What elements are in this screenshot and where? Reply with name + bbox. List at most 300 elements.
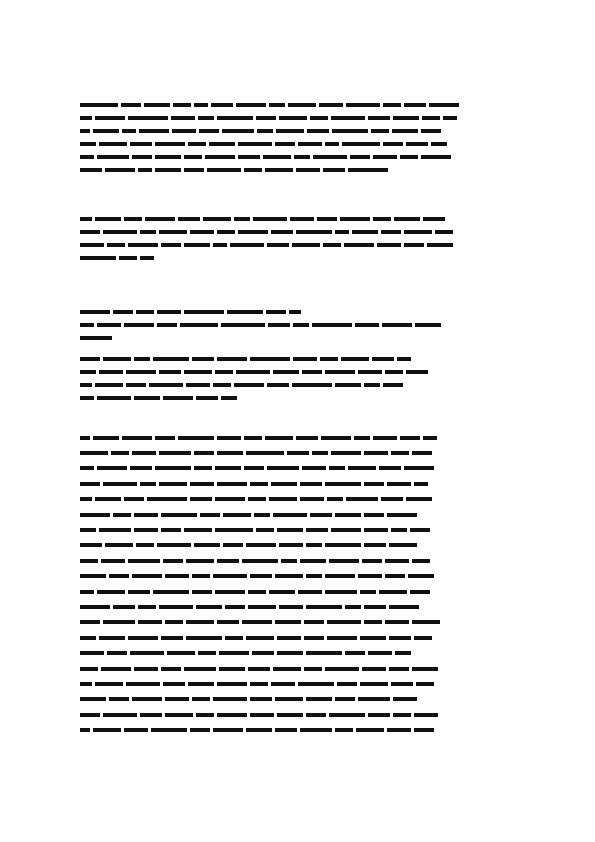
text-line	[80, 137, 514, 150]
illegible-word	[80, 256, 116, 260]
illegible-word	[213, 383, 231, 387]
illegible-word	[281, 559, 297, 563]
illegible-word	[306, 574, 322, 578]
illegible-word	[325, 574, 355, 578]
illegible-word	[263, 155, 291, 159]
illegible-word	[161, 513, 197, 517]
illegible-word	[279, 116, 307, 120]
illegible-word	[215, 528, 253, 532]
illegible-word	[279, 605, 303, 609]
illegible-word	[80, 497, 92, 501]
illegible-word	[277, 636, 301, 640]
illegible-word	[155, 466, 191, 470]
illegible-word	[121, 103, 141, 107]
illegible-word	[345, 651, 365, 655]
illegible-word	[385, 620, 409, 624]
illegible-word	[383, 103, 401, 107]
illegible-word	[234, 383, 264, 387]
illegible-word	[163, 396, 193, 400]
illegible-word	[267, 466, 299, 470]
illegible-word	[80, 243, 104, 247]
illegible-word	[327, 620, 361, 624]
illegible-word	[227, 310, 263, 314]
illegible-word	[80, 336, 112, 340]
text-line	[80, 492, 514, 507]
illegible-word	[356, 728, 384, 732]
illegible-word	[80, 323, 94, 327]
illegible-word	[302, 466, 326, 470]
illegible-word	[410, 590, 430, 594]
illegible-word	[199, 129, 219, 133]
illegible-word	[253, 217, 287, 221]
text-line	[80, 461, 514, 476]
illegible-word	[300, 559, 326, 563]
illegible-word	[223, 543, 243, 547]
illegible-word	[306, 651, 342, 655]
illegible-word	[257, 129, 273, 133]
illegible-word	[184, 370, 212, 374]
illegible-word	[296, 230, 332, 234]
illegible-word	[95, 383, 123, 387]
text-line	[80, 722, 514, 737]
illegible-word	[132, 697, 162, 701]
illegible-word	[80, 605, 110, 609]
illegible-word	[186, 559, 214, 563]
illegible-word	[298, 590, 322, 594]
illegible-word	[194, 466, 212, 470]
illegible-word	[99, 528, 131, 532]
illegible-word	[294, 155, 310, 159]
illegible-word	[171, 116, 195, 120]
illegible-word	[412, 620, 440, 624]
illegible-word	[394, 217, 420, 221]
illegible-word	[234, 217, 250, 221]
text-line	[80, 305, 514, 318]
illegible-word	[99, 142, 127, 146]
illegible-word	[242, 559, 278, 563]
illegible-word	[230, 243, 264, 247]
illegible-word	[80, 466, 94, 470]
illegible-word	[341, 357, 369, 361]
illegible-word	[389, 605, 419, 609]
illegible-word	[213, 728, 243, 732]
illegible-word	[95, 217, 121, 221]
illegible-word	[165, 620, 183, 624]
illegible-word	[140, 230, 156, 234]
illegible-word	[377, 243, 401, 247]
illegible-word	[371, 129, 389, 133]
illegible-word	[382, 323, 412, 327]
illegible-word	[80, 543, 102, 547]
illegible-word	[293, 323, 309, 327]
illegible-word	[124, 728, 148, 732]
text-line	[80, 569, 514, 584]
illegible-word	[406, 142, 428, 146]
illegible-word	[244, 466, 264, 470]
illegible-word	[217, 451, 243, 455]
illegible-word	[180, 323, 218, 327]
illegible-word	[221, 396, 237, 400]
illegible-word	[109, 697, 129, 701]
illegible-word	[238, 142, 272, 146]
illegible-word	[313, 155, 347, 159]
text-line	[80, 365, 514, 378]
illegible-word	[364, 528, 388, 532]
illegible-word	[119, 256, 137, 260]
illegible-word	[219, 667, 245, 671]
illegible-word	[190, 728, 210, 732]
illegible-word	[383, 142, 403, 146]
illegible-word	[184, 667, 216, 671]
text-line	[80, 331, 514, 344]
illegible-word	[319, 103, 343, 107]
illegible-word	[153, 357, 189, 361]
illegible-word	[80, 116, 92, 120]
illegible-word	[429, 103, 459, 107]
illegible-word	[323, 168, 345, 172]
illegible-word	[80, 559, 98, 563]
illegible-word	[99, 636, 125, 640]
illegible-word	[80, 370, 96, 374]
illegible-word	[80, 396, 94, 400]
illegible-word	[331, 528, 361, 532]
illegible-word	[393, 713, 411, 717]
illegible-word	[213, 697, 247, 701]
illegible-word	[97, 590, 125, 594]
illegible-word	[335, 230, 349, 234]
illegible-word	[271, 682, 295, 686]
illegible-word	[221, 323, 265, 327]
illegible-word	[80, 513, 110, 517]
illegible-word	[217, 230, 235, 234]
illegible-word	[345, 605, 361, 609]
illegible-word	[304, 636, 324, 640]
text-line	[80, 238, 514, 251]
illegible-word	[80, 651, 104, 655]
illegible-word	[128, 636, 158, 640]
text-line	[80, 645, 514, 660]
illegible-word	[271, 482, 297, 486]
illegible-word	[300, 482, 322, 486]
illegible-word	[113, 310, 133, 314]
illegible-word	[80, 142, 96, 146]
text-line	[80, 692, 514, 707]
illegible-word	[296, 436, 318, 440]
illegible-word	[393, 697, 417, 701]
illegible-word	[290, 217, 314, 221]
illegible-word	[138, 620, 162, 624]
illegible-word	[327, 636, 357, 640]
illegible-word	[423, 436, 437, 440]
illegible-word	[415, 323, 441, 327]
illegible-word	[335, 697, 355, 701]
illegible-word	[346, 103, 380, 107]
illegible-word	[248, 497, 266, 501]
illegible-word	[358, 697, 390, 701]
illegible-word	[198, 116, 214, 120]
illegible-word	[151, 728, 187, 732]
illegible-word	[196, 396, 218, 400]
illegible-word	[246, 636, 274, 640]
illegible-word	[242, 620, 272, 624]
illegible-word	[225, 605, 245, 609]
illegible-word	[320, 357, 338, 361]
illegible-word	[217, 482, 247, 486]
illegible-word	[400, 436, 420, 440]
illegible-word	[124, 217, 142, 221]
illegible-word	[165, 713, 193, 717]
illegible-word	[310, 513, 332, 517]
illegible-word	[387, 482, 411, 486]
illegible-word	[192, 574, 210, 578]
illegible-word	[276, 129, 304, 133]
illegible-word	[393, 116, 419, 120]
illegible-word	[271, 230, 293, 234]
illegible-word	[246, 451, 284, 455]
illegible-word	[414, 482, 428, 486]
paragraph-2	[80, 212, 514, 264]
illegible-word	[194, 451, 214, 455]
illegible-word	[222, 129, 254, 133]
illegible-word	[238, 230, 268, 234]
illegible-word	[364, 620, 382, 624]
illegible-word	[103, 482, 137, 486]
illegible-word	[215, 466, 241, 470]
illegible-word	[217, 713, 247, 717]
illegible-word	[134, 513, 158, 517]
text-line	[80, 584, 514, 599]
illegible-word	[414, 713, 438, 717]
illegible-word	[265, 436, 293, 440]
illegible-word	[250, 574, 272, 578]
illegible-word	[80, 528, 96, 532]
illegible-word	[80, 590, 94, 594]
illegible-word	[306, 697, 332, 701]
illegible-word	[329, 466, 345, 470]
illegible-word	[279, 543, 303, 547]
illegible-word	[186, 636, 222, 640]
illegible-word	[80, 697, 106, 701]
illegible-word	[219, 651, 249, 655]
illegible-word	[373, 436, 397, 440]
illegible-word	[184, 243, 210, 247]
illegible-word	[126, 682, 160, 686]
illegible-word	[97, 396, 131, 400]
illegible-word	[256, 528, 274, 532]
text-line	[80, 445, 514, 460]
illegible-word	[194, 543, 220, 547]
illegible-word	[408, 574, 434, 578]
illegible-word	[335, 383, 361, 387]
illegible-word	[105, 543, 133, 547]
illegible-word	[368, 713, 390, 717]
text-line	[80, 676, 514, 691]
illegible-word	[140, 256, 154, 260]
text-line	[80, 98, 514, 111]
illegible-word	[306, 713, 326, 717]
illegible-word	[273, 667, 301, 671]
illegible-word	[302, 370, 322, 374]
illegible-word	[254, 513, 270, 517]
illegible-word	[184, 310, 224, 314]
illegible-word	[421, 129, 441, 133]
illegible-word	[244, 168, 262, 172]
illegible-word	[250, 482, 268, 486]
illegible-word	[267, 243, 289, 247]
illegible-word	[310, 116, 328, 120]
illegible-word	[138, 168, 152, 172]
illegible-word	[105, 168, 135, 172]
illegible-word	[184, 528, 212, 532]
illegible-word	[317, 217, 337, 221]
illegible-word	[337, 682, 357, 686]
illegible-word	[358, 370, 382, 374]
illegible-word	[159, 451, 191, 455]
illegible-word	[246, 728, 272, 732]
illegible-word	[163, 682, 185, 686]
illegible-word	[130, 466, 152, 470]
illegible-word	[325, 667, 359, 671]
illegible-word	[128, 590, 150, 594]
illegible-word	[80, 667, 98, 671]
illegible-word	[292, 383, 332, 387]
illegible-word	[136, 543, 154, 547]
illegible-word	[323, 243, 341, 247]
illegible-word	[144, 103, 170, 107]
illegible-word	[387, 513, 417, 517]
illegible-word	[385, 370, 403, 374]
illegible-word	[80, 728, 90, 732]
illegible-word	[381, 230, 401, 234]
illegible-word	[209, 142, 235, 146]
illegible-word	[113, 605, 135, 609]
illegible-word	[383, 383, 403, 387]
illegible-word	[332, 129, 368, 133]
illegible-word	[373, 155, 397, 159]
illegible-word	[80, 230, 100, 234]
illegible-word	[406, 497, 432, 501]
illegible-word	[103, 620, 135, 624]
illegible-word	[404, 243, 424, 247]
illegible-word	[80, 357, 100, 361]
illegible-word	[344, 243, 374, 247]
illegible-word	[217, 559, 239, 563]
illegible-word	[159, 230, 187, 234]
illegible-word	[132, 155, 152, 159]
illegible-word	[126, 370, 156, 374]
text-line	[80, 630, 514, 645]
text-line	[80, 225, 514, 238]
illegible-word	[225, 636, 243, 640]
illegible-word	[269, 590, 295, 594]
illegible-word	[134, 396, 160, 400]
illegible-word	[423, 217, 445, 221]
illegible-word	[296, 168, 320, 172]
illegible-word	[155, 436, 175, 440]
illegible-word	[194, 103, 208, 107]
illegible-word	[354, 436, 370, 440]
illegible-word	[275, 574, 303, 578]
illegible-word	[360, 590, 376, 594]
illegible-word	[404, 103, 426, 107]
illegible-word	[397, 357, 411, 361]
illegible-word	[277, 651, 303, 655]
illegible-word	[153, 590, 189, 594]
illegible-word	[128, 243, 158, 247]
illegible-word	[331, 451, 361, 455]
text-line	[80, 352, 514, 365]
illegible-word	[268, 323, 290, 327]
illegible-word	[385, 559, 409, 563]
illegible-word	[340, 217, 370, 221]
illegible-word	[217, 436, 241, 440]
illegible-word	[223, 513, 251, 517]
illegible-word	[147, 497, 187, 501]
text-line	[80, 124, 514, 137]
illegible-word	[364, 482, 384, 486]
illegible-word	[107, 651, 127, 655]
illegible-word	[248, 667, 270, 671]
illegible-word	[412, 667, 438, 671]
illegible-word	[306, 543, 322, 547]
illegible-word	[431, 142, 447, 146]
illegible-word	[312, 323, 352, 327]
illegible-word	[246, 543, 276, 547]
illegible-word	[391, 451, 409, 455]
illegible-word	[364, 383, 380, 387]
illegible-word	[103, 357, 131, 361]
illegible-word	[159, 370, 181, 374]
illegible-word	[124, 323, 154, 327]
illegible-word	[252, 651, 274, 655]
illegible-word	[379, 590, 407, 594]
illegible-word	[412, 559, 430, 563]
illegible-word	[173, 103, 191, 107]
illegible-word	[93, 129, 119, 133]
illegible-word	[188, 682, 214, 686]
illegible-word	[134, 528, 158, 532]
illegible-word	[139, 129, 169, 133]
illegible-word	[379, 466, 401, 470]
illegible-word	[277, 528, 303, 532]
illegible-word	[215, 590, 245, 594]
illegible-word	[421, 155, 451, 159]
illegible-word	[134, 357, 150, 361]
illegible-word	[132, 574, 162, 578]
illegible-word	[132, 451, 156, 455]
illegible-word	[93, 728, 121, 732]
illegible-word	[248, 605, 276, 609]
illegible-word	[103, 230, 137, 234]
illegible-word	[196, 713, 214, 717]
illegible-word	[157, 323, 177, 327]
illegible-word	[159, 482, 187, 486]
illegible-word	[395, 651, 411, 655]
illegible-word	[362, 559, 382, 563]
illegible-word	[381, 497, 403, 501]
illegible-word	[217, 116, 253, 120]
illegible-word	[111, 451, 129, 455]
illegible-word	[101, 667, 131, 671]
illegible-word	[273, 370, 299, 374]
illegible-word	[178, 436, 214, 440]
illegible-word	[80, 217, 92, 221]
illegible-word	[360, 682, 388, 686]
illegible-word	[392, 129, 418, 133]
illegible-word	[161, 636, 183, 640]
text-line	[80, 661, 514, 676]
illegible-word	[163, 559, 183, 563]
